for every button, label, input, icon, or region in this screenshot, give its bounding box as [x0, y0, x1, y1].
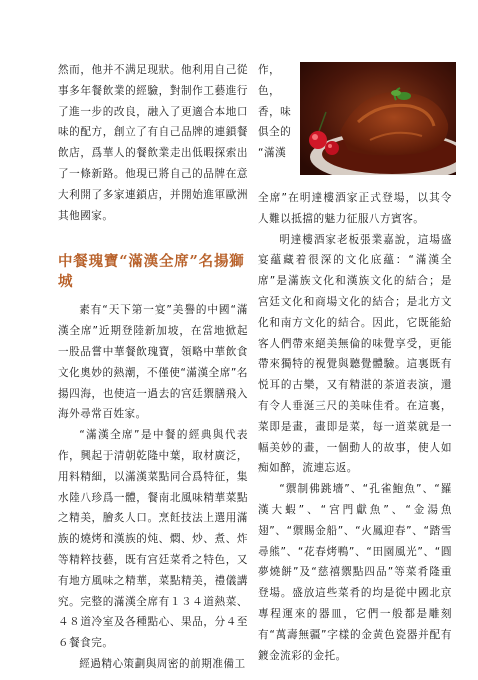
left-paragraph-1: 然而，他并不满足现狀。他利用自己從事多年餐飲業的經驗，對制作工藝進行了進一步的改良，融入了更適合本地口味的配方，創立了有自己品牌的連鎖餐飲店，爲華人的餐飲業走出低暇探索出了一條新路。他現已將自己的品牌在意大利開了多家連鎖店，并開始進軍歐洲其他國家。	[58, 64, 248, 222]
left-column	[58, 60, 248, 675]
right-paragraph-1: 全席”在明達樓酒家正式登場，以其令人難以抵擋的魅力征服八方賓客。	[258, 192, 452, 225]
wrap-line: 香，味	[258, 105, 292, 118]
wrap-line: 作，	[258, 64, 281, 76]
right-column	[258, 60, 452, 666]
wrap-line: 俱全的	[258, 126, 292, 139]
left-paragraph-4: 經過精心策劃與周密的前期准備工	[79, 657, 246, 670]
right-paragraph-3: “禦制佛跳墻”、“孔雀鮑魚”、“羅漢大蝦”、“宫門獻魚”、“金湯魚翅”、“禦賜金船”、“火鳳迎春”、“踏雪尋熊”、“花春烤鴨”、“田園風光”、“圓夢燒餅”及“慈禧禦點四品”等菜肴隆重登場。盛放這些菜肴的均是從中國北京專程運來的器皿，它們一般都是雕刻有“萬壽無疆”字樣的金黄色瓷器并配有鍍金流彩的金托。	[258, 483, 452, 662]
wrap-line: “滿漢	[258, 147, 287, 160]
left-paragraph-3: “滿漢全席”是中餐的經典與代表作，興起于清朝乾隆中葉，取材廣泛，用料精細，以滿漢菜點同合爲特征，集水陸八珍爲一體，餐南北風味精華菜點之精美，膾炙人口。烹飪技法上選用滿族的燒烤和漢族的炖、燜、炒、煮、炸等精粹技藝，既有宫廷菜肴之特色，又有地方風味之精華，菜點精美，禮儀講究。完整的滿漢全席有１３４道熱菜、４８道冷室及各種點心、果品，分４至６餐食完。	[58, 429, 248, 650]
left-paragraph-2: 素有“天下第一宴”美譽的中國“滿漢全席”近期登陸新加坡，在當地掀起一股品嘗中華餐飲瑰寶，領略中華飲食文化奧妙的熱潮，不僅使“滿漢全席”名揚四海，也使這一過去的宫廷禦膳飛入海外尋常百姓家。	[58, 304, 248, 421]
right-paragraph-2: 明達樓酒家老板張業嘉說，這場盛宴蘊藏着很深的文化底蘊：“滿漢全席”是滿族文化和漢族文化的結合；是宫廷文化和商場文化的結合；是北方文化和南方文化的結合。因此，它既能給客人們帶來絕美無倫的味覺享受，更能帶來獨特的視覺與聽覺體驗。這裏既有悦耳的古樂，又有精湛的茶道表演，還有令人垂涎三尺的美味佳肴。在這裏，菜即是畫，畫即是菜，每一道菜就是一幅美妙的畫，一個動人的故事，使人如痴如醉，流連忘返。	[258, 233, 452, 475]
section-heading: 中餐瑰寶“滿漢全席”名揚獅城	[58, 253, 245, 291]
photo-wrap-text	[258, 60, 452, 188]
wrap-line: 色，	[258, 84, 281, 97]
